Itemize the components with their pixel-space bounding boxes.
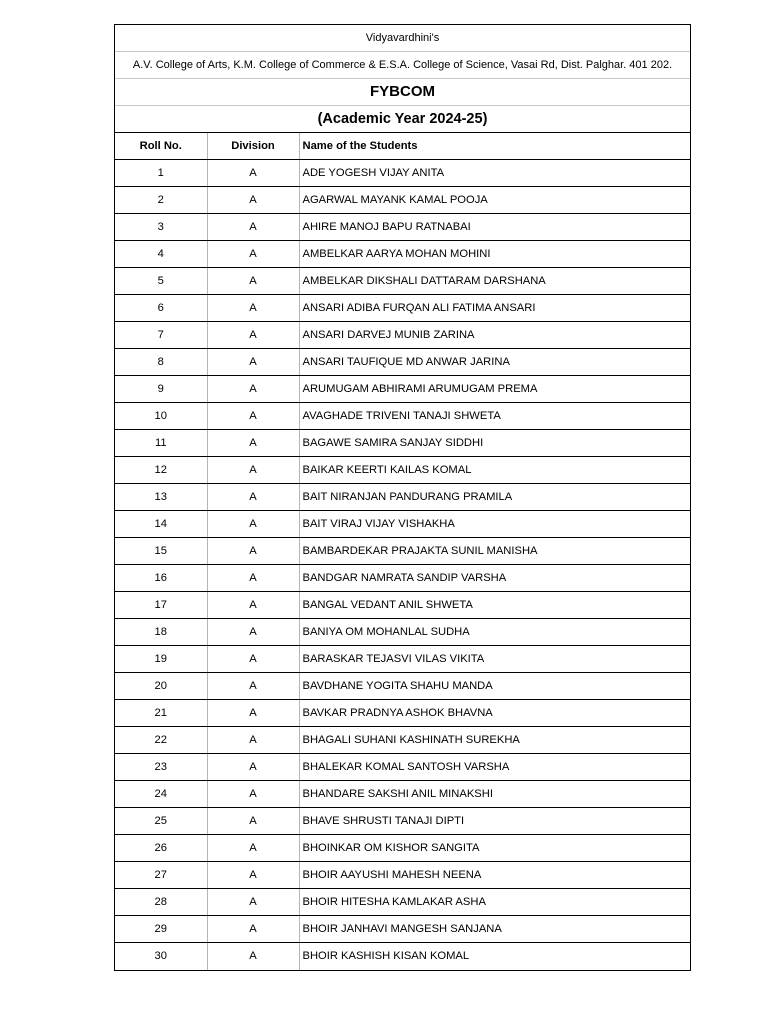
table-row (115, 592, 690, 619)
table-row (115, 376, 690, 403)
student-name-cell: AMBELKAR AARYA MOHAN MOHINI (299, 241, 690, 268)
student-name-cell: BHOIR AAYUSHI MAHESH NEENA (299, 862, 690, 889)
division-cell: A (207, 349, 299, 376)
division-cell: A (207, 484, 299, 511)
division-cell: A (207, 214, 299, 241)
class-title: FYBCOM (115, 79, 690, 106)
division-cell: A (207, 538, 299, 565)
table-row (115, 349, 690, 376)
table-row (115, 430, 690, 457)
roll-no-cell: 4 (115, 241, 207, 268)
division-cell: A (207, 187, 299, 214)
table-row (115, 673, 690, 700)
table-row (115, 484, 690, 511)
student-name-cell: BAIKAR KEERTI KAILAS KOMAL (299, 457, 690, 484)
student-name-cell: BHANDARE SAKSHI ANIL MINAKSHI (299, 781, 690, 808)
division-cell: A (207, 430, 299, 457)
student-name-cell: BAVKAR PRADNYA ASHOK BHAVNA (299, 700, 690, 727)
table-row (115, 754, 690, 781)
table-row (115, 241, 690, 268)
college-name: A.V. College of Arts, K.M. College of Commerce & E.S.A. College of Science, Vasai Rd, Dist. Palghar. 401 202. (115, 52, 690, 79)
roll-no-cell: 20 (115, 673, 207, 700)
roll-no-cell: 9 (115, 376, 207, 403)
division-cell: A (207, 241, 299, 268)
student-name-cell: AVAGHADE TRIVENI TANAJI SHWETA (299, 403, 690, 430)
roll-no-cell: 22 (115, 727, 207, 754)
roll-no-cell: 19 (115, 646, 207, 673)
student-name-cell: BHAGALI SUHANI KASHINATH SUREKHA (299, 727, 690, 754)
table-row (115, 781, 690, 808)
student-name-cell: BARASKAR TEJASVI VILAS VIKITA (299, 646, 690, 673)
student-name-cell: ANSARI ADIBA FURQAN ALI FATIMA ANSARI (299, 295, 690, 322)
roll-no-cell: 10 (115, 403, 207, 430)
student-name-cell: BAIT VIRAJ VIJAY VISHAKHA (299, 511, 690, 538)
student-name-cell: BANDGAR NAMRATA SANDIP VARSHA (299, 565, 690, 592)
student-name-cell: BAMBARDEKAR PRAJAKTA SUNIL MANISHA (299, 538, 690, 565)
academic-year: (Academic Year 2024-25) (115, 106, 690, 133)
table-row (115, 403, 690, 430)
student-name-cell: BHOIR KASHISH KISAN KOMAL (302, 950, 470, 963)
table-row (115, 214, 690, 241)
roll-no-cell: 29 (115, 916, 207, 943)
student-name-cell: AMBELKAR DIKSHALI DATTARAM DARSHANA (299, 268, 690, 295)
roll-no-cell: 27 (115, 862, 207, 889)
table-row (115, 727, 690, 754)
division-cell: A (207, 322, 299, 349)
division-cell: A (207, 565, 299, 592)
student-name-cell: BHOIR HITESHA KAMLAKAR ASHA (299, 889, 690, 916)
roll-no-cell: 11 (115, 430, 207, 457)
student-name-cell: ANSARI TAUFIQUE MD ANWAR JARINA (299, 349, 690, 376)
student-name-cell: ANSARI DARVEJ MUNIB ZARINA (299, 322, 690, 349)
table-header-row (115, 133, 690, 160)
division-cell: A (207, 268, 299, 295)
roll-no-cell: 7 (115, 322, 207, 349)
division-cell: A (207, 943, 299, 970)
division-cell: A (207, 700, 299, 727)
roll-no-cell: 6 (115, 295, 207, 322)
roll-no-cell: 24 (115, 781, 207, 808)
table-row (115, 268, 690, 295)
student-name-cell: BANIYA OM MOHANLAL SUDHA (299, 619, 690, 646)
division-cell: A (207, 619, 299, 646)
roll-no-cell: 14 (115, 511, 207, 538)
trust-name: Vidyavardhini's (115, 25, 690, 52)
student-name-cell: BAIT NIRANJAN PANDURANG PRAMILA (299, 484, 690, 511)
division-cell: A (207, 160, 299, 187)
table-row (115, 457, 690, 484)
division-cell: A (207, 457, 299, 484)
student-name-cell: BAGAWE SAMIRA SANJAY SIDDHI (299, 430, 690, 457)
division-cell: A (207, 754, 299, 781)
student-name-header: Name of the Students (299, 133, 690, 160)
division-cell: A (207, 376, 299, 403)
roll-no-cell: 12 (115, 457, 207, 484)
roll-no-cell: 15 (115, 538, 207, 565)
table-row (115, 619, 690, 646)
division-cell: A (207, 511, 299, 538)
roll-no-cell: 28 (115, 889, 207, 916)
division-cell: A (207, 889, 299, 916)
student-name-cell: BHOIR JANHAVI MANGESH SANJANA (299, 916, 690, 943)
division-cell: A (207, 862, 299, 889)
division-cell: A (207, 646, 299, 673)
student-name-cell: AGARWAL MAYANK KAMAL POOJA (299, 187, 690, 214)
table-row (115, 862, 690, 889)
division-cell: A (207, 808, 299, 835)
roll-no-cell: 3 (115, 214, 207, 241)
roll-no-cell: 21 (115, 700, 207, 727)
division-header: Division (207, 133, 299, 160)
division-cell: A (207, 835, 299, 862)
roll-no-cell: 25 (115, 808, 207, 835)
student-name-cell: BAVDHANE YOGITA SHAHU MANDA (299, 673, 690, 700)
student-name-cell: ADE YOGESH VIJAY ANITA (299, 160, 690, 187)
table-row (115, 538, 690, 565)
table-row (115, 943, 690, 970)
roll-no-cell: 18 (115, 619, 207, 646)
table-row (115, 646, 690, 673)
roll-no-cell: 13 (115, 484, 207, 511)
student-rows (115, 160, 690, 970)
division-cell: A (207, 295, 299, 322)
table-row (115, 160, 690, 187)
student-name-cell: AHIRE MANOJ BAPU RATNABAI (299, 214, 690, 241)
table-row (115, 700, 690, 727)
roll-no-cell: 30 (115, 943, 207, 970)
student-table (115, 133, 690, 970)
roll-no-cell: 5 (115, 268, 207, 295)
division-cell: A (207, 781, 299, 808)
table-row (115, 295, 690, 322)
roll-no-cell: 1 (115, 160, 207, 187)
table-row (115, 565, 690, 592)
division-cell: A (207, 673, 299, 700)
roll-no-header: Roll No. (115, 133, 207, 160)
table-row (115, 511, 690, 538)
student-name-cell: BANGAL VEDANT ANIL SHWETA (299, 592, 690, 619)
roll-no-cell: 16 (115, 565, 207, 592)
student-name-cell: ARUMUGAM ABHIRAMI ARUMUGAM PREMA (299, 376, 690, 403)
table-row (115, 835, 690, 862)
table-row (115, 187, 690, 214)
roll-no-cell: 23 (115, 754, 207, 781)
division-cell: A (207, 727, 299, 754)
table-row (115, 889, 690, 916)
table-row (115, 916, 690, 943)
roll-no-cell: 17 (115, 592, 207, 619)
division-cell: A (207, 403, 299, 430)
division-cell: A (207, 592, 299, 619)
student-name-cell: BHOINKAR OM KISHOR SANGITA (299, 835, 690, 862)
table-row (115, 808, 690, 835)
roll-no-cell: 26 (115, 835, 207, 862)
division-cell: A (207, 916, 299, 943)
student-list-sheet (114, 24, 691, 971)
table-row (115, 322, 690, 349)
student-name-cell: BHALEKAR KOMAL SANTOSH VARSHA (299, 754, 690, 781)
student-name-cell: BHAVE SHRUSTI TANAJI DIPTI (299, 808, 690, 835)
roll-no-cell: 2 (115, 187, 207, 214)
roll-no-cell: 8 (115, 349, 207, 376)
